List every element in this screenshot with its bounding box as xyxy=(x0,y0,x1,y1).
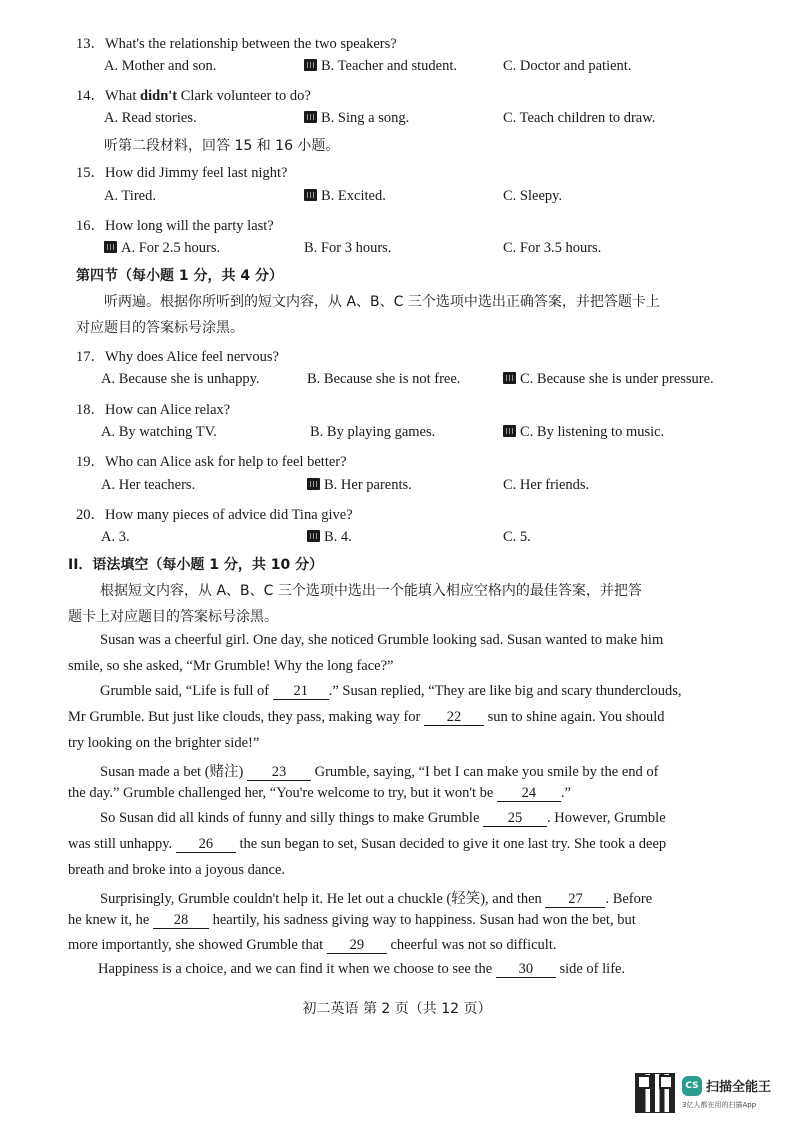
question-text: What's the relationship between the two speakers? xyxy=(105,36,397,52)
option-a: A. Because she is unhappy. xyxy=(101,371,260,387)
option-a: A. Read stories. xyxy=(104,110,197,126)
passage-line: was still unhappy. 26 the sun began to set, Susan decided to give it one last try. She took a deep xyxy=(68,836,667,852)
question-18: 18．How can Alice relax? xyxy=(76,402,231,418)
question-number: 13． xyxy=(76,36,105,52)
question-number: 14． xyxy=(76,88,105,104)
question-13 xyxy=(76,32,397,53)
section-4-title: 第四节（每小题 1 分，共 4 分） xyxy=(76,268,283,284)
passage-line: smile, so she asked, “Mr Grumble! Why the long face?” xyxy=(68,658,394,674)
question-16: 16．How long will the party last? xyxy=(76,218,274,234)
blank-24: 24 xyxy=(497,786,561,802)
option-b: B. Teacher and student. xyxy=(304,58,457,75)
question-15: 15．How did Jimmy feel last night? xyxy=(76,165,288,181)
option-c: C. Sleepy. xyxy=(503,188,563,204)
qr-code-icon xyxy=(636,1074,674,1112)
blank-25: 25 xyxy=(483,811,547,827)
scanner-watermark xyxy=(636,1074,786,1114)
option-c: C. 5. xyxy=(503,529,531,545)
blank-22: 22 xyxy=(424,710,484,726)
scanner-app-name: 扫描全能王 xyxy=(706,1080,772,1095)
passage-line: more importantly, she showed Grumble that 29 cheerful was not so difficult. xyxy=(68,937,557,953)
passage-line: So Susan did all kinds of funny and silly things to make Grumble 25 . However, Grumble xyxy=(100,810,666,826)
option-b: B. Excited. xyxy=(304,188,386,205)
scanner-tagline: 3亿人都在用的扫描App xyxy=(682,1101,757,1109)
instruction-material-2: 听第二段材料，回答 15 和 16 小题。 xyxy=(104,138,340,154)
option-a: A. Her teachers. xyxy=(101,477,196,493)
option-b: B. By playing games. xyxy=(310,424,436,440)
option-c: C. Doctor and patient. xyxy=(503,58,632,74)
section-4-instruction: 听两遍。根据你所听到的短文内容，从 A、B、C 三个选项中选出正确答案，并把答题卡上 xyxy=(104,294,660,310)
question-14: 14．What didn't Clark volunteer to do? xyxy=(76,88,311,104)
option-c: C. For 3.5 hours. xyxy=(503,240,602,256)
question-17: 17．Why does Alice feel nervous? xyxy=(76,349,279,365)
option-a: A. By watching TV. xyxy=(101,424,217,440)
passage-line: Susan made a bet (赌注) 23 Grumble, saying, “I bet I can make you smile by the end of xyxy=(100,764,659,780)
option-a: A. Mother and son. xyxy=(104,58,217,74)
part-2-title: II．语法填空（每小题 1 分，共 10 分） xyxy=(68,557,324,573)
passage-line: Mr Grumble. But just like clouds, they pass, making way for 22 sun to shine again. You should xyxy=(68,709,665,725)
section-4-instruction-cont: 对应题目的答案标号涂黑。 xyxy=(76,320,244,336)
blank-30: 30 xyxy=(496,962,556,978)
passage-line: Susan was a cheerful girl. One day, she noticed Grumble looking sad. Susan wanted to make him xyxy=(100,632,664,648)
passage-line: breath and broke into a joyous dance. xyxy=(68,862,286,878)
passage-line: the day.” Grumble challenged her, “You're welcome to try, but it won't be 24 .” xyxy=(68,785,571,801)
option-c: C. Her friends. xyxy=(503,477,590,493)
option-a: A. 3. xyxy=(101,529,130,545)
option-c: C. By listening to music. xyxy=(503,424,664,441)
answer-mark-icon xyxy=(307,478,320,490)
camscanner-logo-icon: CS xyxy=(682,1076,702,1096)
option-a: A. For 2.5 hours. xyxy=(104,240,220,257)
question-20: 20．How many pieces of advice did Tina give? xyxy=(76,507,353,523)
answer-mark-icon xyxy=(304,189,317,201)
option-b: B. 4. xyxy=(307,529,352,546)
answer-mark-icon xyxy=(304,111,317,123)
blank-28: 28 xyxy=(153,913,209,929)
option-a: A. Tired. xyxy=(104,188,156,204)
part-2-instruction-cont: 题卡上对应题目的答案标号涂黑。 xyxy=(68,609,278,625)
option-c: C. Teach children to draw. xyxy=(503,110,656,126)
blank-26: 26 xyxy=(176,837,236,853)
passage-line: Happiness is a choice, and we can find it when we choose to see the 30 side of life. xyxy=(98,961,626,977)
blank-21: 21 xyxy=(273,684,329,700)
option-b: B. Sing a song. xyxy=(304,110,409,127)
option-b: B. For 3 hours. xyxy=(304,240,392,256)
blank-27: 27 xyxy=(545,892,605,908)
question-19: 19．Who can Alice ask for help to feel better? xyxy=(76,454,347,470)
passage-line: try looking on the brighter side!” xyxy=(68,735,260,751)
answer-mark-icon xyxy=(503,372,516,384)
page-footer: 初二英语 第 2 页（共 12 页） xyxy=(302,1001,492,1017)
blank-29: 29 xyxy=(327,938,387,954)
answer-mark-icon xyxy=(304,59,317,71)
option-b: B. Her parents. xyxy=(307,477,412,494)
passage-line: he knew it, he 28 heartily, his sadness giving way to happiness. Susan had won the bet, but xyxy=(68,912,636,928)
passage-line: Surprisingly, Grumble couldn't help it. He let out a chuckle (轻笑), and then 27 . Before xyxy=(100,891,653,907)
answer-mark-icon xyxy=(503,425,516,437)
passage-line: Grumble said, “Life is full of 21 .” Susan replied, “They are like big and scary thunderclouds, xyxy=(100,683,682,699)
blank-23: 23 xyxy=(247,765,311,781)
option-c: C. Because she is under pressure. xyxy=(503,371,714,388)
option-b: B. Because she is not free. xyxy=(307,371,461,387)
part-2-instruction: 根据短文内容，从 A、B、C 三个选项中选出一个能填入相应空格内的最佳答案，并把答 xyxy=(100,583,642,599)
answer-mark-icon xyxy=(104,241,117,253)
answer-mark-icon xyxy=(307,530,320,542)
